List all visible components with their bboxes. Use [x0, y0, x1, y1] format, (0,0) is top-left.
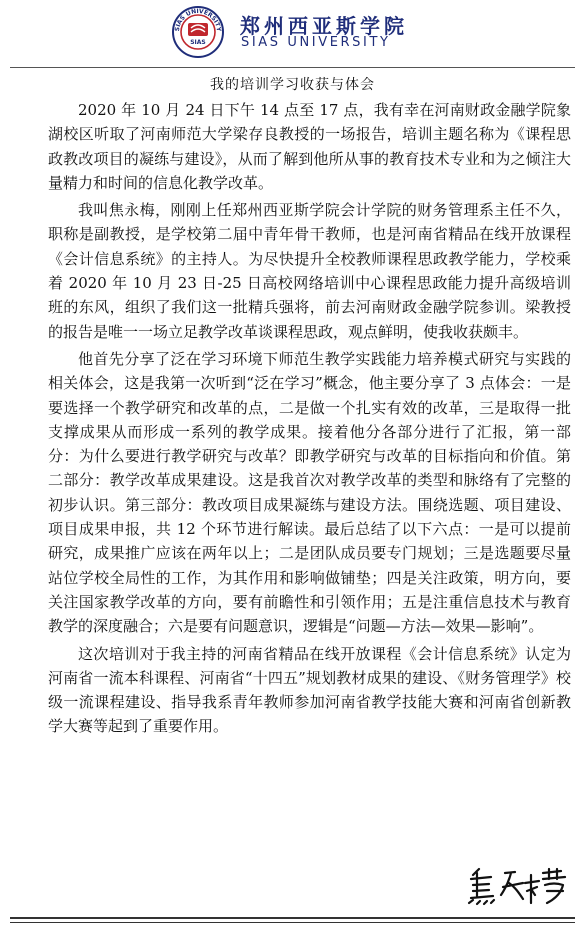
- svg-text:SIAS: SIAS: [190, 39, 206, 46]
- paragraph-3: 他首先分享了泛在学习环境下师范生教学实践能力培养模式研究与实践的相关体会，这是我第一次听到“泛在学习”概念，他主要分享了 3 点体会：一是要选择一个教学研究和改革的点，二是做一个扎实有效的改革，三是取得一批支撑成果从而形成一系列的教学成果。接着他分各部分进行了汇报，第一部分：为什么要进行教学研究与改革？即教学研究与改革的目标指向和价值。第二部分：教学改革成果建设。这是我首次对教学改革的类型和脉络有了完整的初步认识。第三部分：教改项目成果凝练与建设方法。围绕选题、项目建设、项目成果申报，共 12 个环节进行解读。最后总结了以下六点：一是可以提前研究，成果推广应该在两年以上；二是团队成员要专门规划；三是选题要尽量站位学校全局性的工作，为其作用和影响做铺垫；四是关注政策，明方向，要关注国家教学改革的方向，要有前瞻性和引领作用；五是注重信息技术与教育教学的深度融合；六是要有问题意识，逻辑是“问题—方法—效果—影响”。: [48, 349, 571, 636]
- document-body: [48, 98, 571, 739]
- svg-text:SIAS UNIVERSITY: SIAS UNIVERSITY: [173, 7, 223, 32]
- university-name-cn: 郑州西亚斯学院: [240, 14, 408, 38]
- paragraph-1: 2020 年 10 月 24 日下午 14 点至 17 点，我有幸在河南财政金融学院象湖校区听取了河南师范大学梁存良教授的一场报告，培训主题名称为《课程思政教改项目的凝练与建设》，从而了解到他所从事的教育技术专业和为之倾注大量精力和时间的信息化教学改革。: [48, 101, 571, 192]
- footer-divider-thin: [10, 922, 575, 923]
- footer-divider-thick: [10, 917, 575, 919]
- document-title: 我的培训学习收获与体会: [210, 77, 375, 93]
- university-name-en: SIAS UNIVERSITY: [241, 35, 391, 50]
- paragraph-2: 我叫焦永梅，刚刚上任郑州西亚斯学院会计学院的财务管理系主任不久，职称是副教授，是学校第二届中青年骨干教师，也是河南省精品在线开放课程《会计信息系统》的主持人。为尽快提升全校教师课程思政教学能力，学校乘着 2020 年 10 月 23 日-25 日高校网络培训中心课程思政能力提升高级培训班的东风，组织了我们这一批精兵强将，前去河南财政金融学院参训。梁教授的报告是唯一一场立足教学改革谈课程思政，观点鲜明，使我收获颇丰。: [48, 201, 571, 341]
- university-seal-logo: [172, 6, 224, 58]
- paragraph-4: 这次培训对于我主持的河南省精品在线开放课程《会计信息系统》认定为河南省一流本科课程、河南省“十四五”规划教材成果的建设、《财务管理学》校级一流课程建设、指导我系青年教师参加河南省教学技能大赛和河南省创新教学大赛等起到了重要作用。: [48, 644, 571, 736]
- header-divider: [10, 67, 575, 68]
- handwritten-signature: [465, 865, 575, 909]
- letterhead: [0, 0, 585, 62]
